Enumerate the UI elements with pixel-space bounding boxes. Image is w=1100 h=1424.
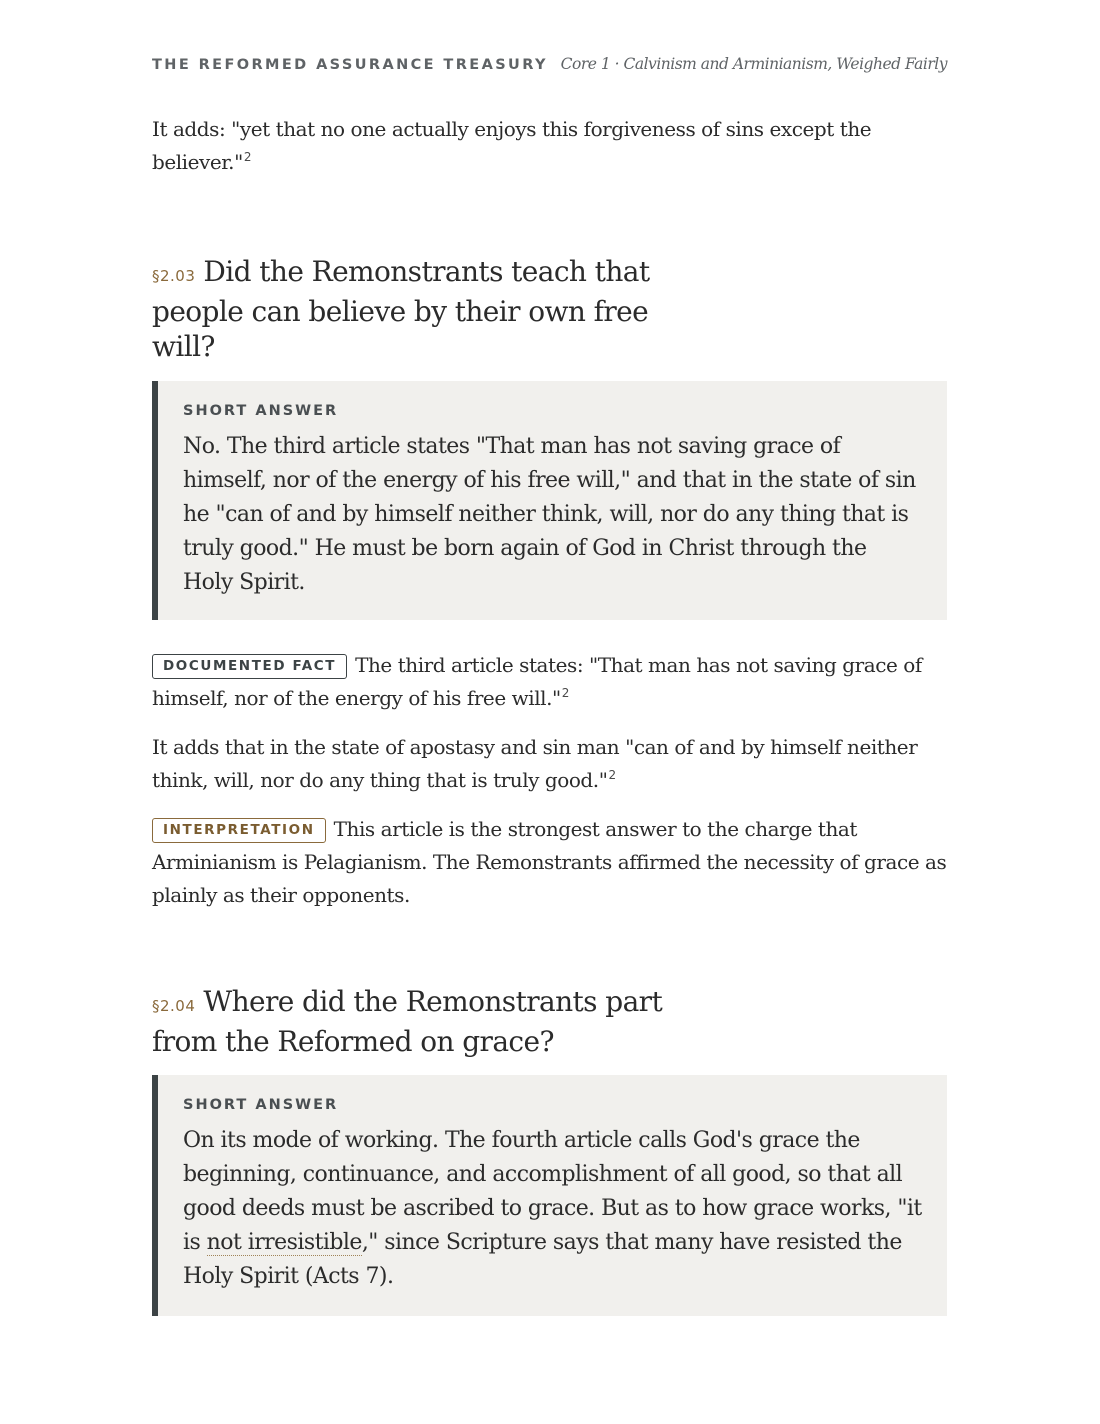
short-answer-label: SHORT ANSWER	[183, 1097, 339, 1113]
section-heading	[152, 254, 712, 364]
running-header	[152, 55, 947, 73]
short-answer-text	[183, 1124, 922, 1294]
documented-fact-tag: DOCUMENTED FACT	[152, 654, 347, 679]
section-number: §2.03	[152, 267, 196, 285]
short-answer-text: No. The third article states "That man has not saving grace of himself, nor of the energy of his free will," and that in the state of sin he "can of and by himself neither think, will, nor do any thing that is truly good." He must be born again of God in Christ through the Holy Spirit.	[183, 434, 916, 595]
intro-paragraph	[152, 113, 947, 179]
fact-paragraph	[152, 649, 947, 715]
fact-text: The third article states: "That man has not saving grace of himself, nor of the energy of his free will."	[152, 653, 922, 710]
footnote-ref[interactable]: 2	[243, 150, 252, 164]
chapter-title: Core 1 · Calvinism and Arminianism, Weighed Fairly	[560, 55, 947, 73]
interpretation-paragraph	[152, 813, 947, 912]
main-content	[152, 113, 947, 1316]
section-number: §2.04	[152, 997, 196, 1015]
intro-text: It adds: "yet that no one actually enjoys this forgiveness of sins except the believer."	[152, 117, 872, 174]
footnote-ref[interactable]: 2	[608, 768, 616, 782]
fact-paragraph-2	[152, 731, 947, 797]
question-text: Did the Remonstrants teach that people can believe by their own free will?	[152, 255, 650, 363]
short-answer-text-start: On its mode of working. The fourth article calls God's grace the beginning, continuance, and accomplishment of all good, so that all good deeds must be ascribed to grace. But as to how grace works, "it is	[183, 1128, 922, 1255]
short-answer-text-end: ," since Scripture says that many have resisted the Holy Spirit (Acts 7).	[183, 1230, 902, 1289]
site-name[interactable]: THE REFORMED ASSURANCE TREASURY	[152, 57, 548, 73]
interpretation-tag: INTERPRETATION	[152, 818, 326, 843]
question-text: Where did the Remonstrants part from the Reformed on grace?	[152, 985, 663, 1058]
short-answer-box	[152, 1075, 947, 1316]
short-answer-box	[152, 381, 947, 620]
footnote-ref[interactable]: 2	[561, 686, 569, 700]
section-heading	[152, 984, 712, 1059]
glossary-term[interactable]: not irresistible	[206, 1230, 362, 1255]
short-answer-label: SHORT ANSWER	[183, 403, 339, 419]
fact2-text: It adds that in the state of apostasy and sin man "can of and by himself neither think, will, nor do any thing that is truly good."	[152, 735, 918, 792]
interpretation-text: This article is the strongest answer to the charge that Arminianism is Pelagianism. The Remonstrants affirmed the necessity of grace as plainly as their opponents.	[152, 817, 947, 907]
